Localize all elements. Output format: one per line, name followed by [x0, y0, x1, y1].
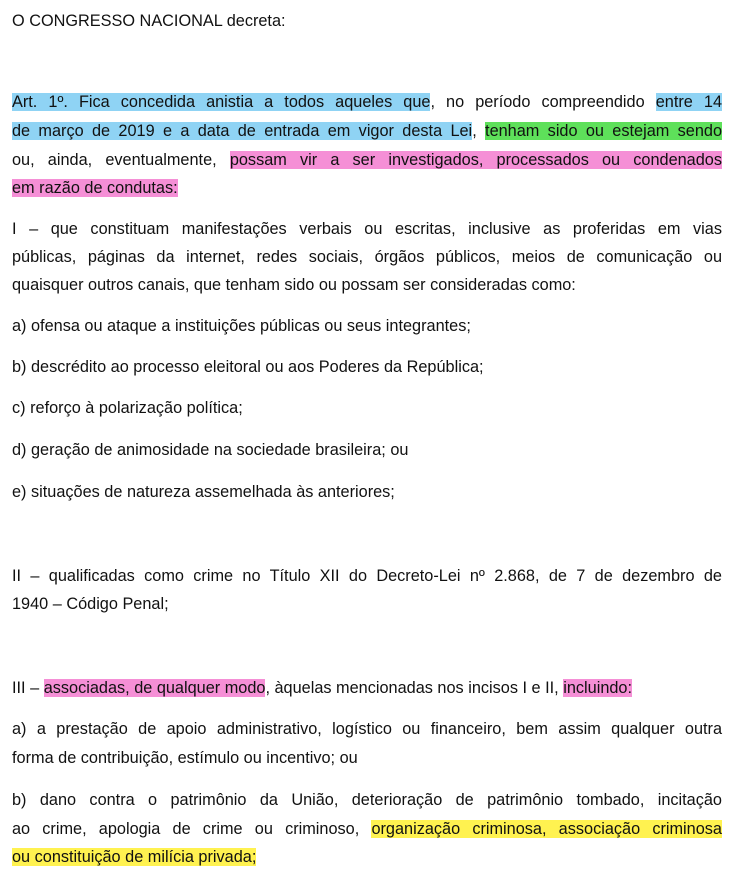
highlight-pink: incluindo: — [563, 679, 633, 697]
inciso1-item-a: a) ofensa ou ataque a instituições públicas ou seus integrantes; — [12, 317, 471, 335]
inciso1-item-c: c) reforço à polarização política; — [12, 399, 243, 417]
highlight-blue: Art. 1º. Fica concedida anistia a todos aqueles que — [12, 93, 431, 111]
highlight-pink: possam vir a ser investigados, processados ou condenados — [229, 151, 722, 169]
inciso2-line-1: II – qualificadas como crime no Título XII do Decreto-Lei nº 2.868, de 7 de dezembro de — [12, 567, 722, 585]
inciso1-item-b: b) descrédito ao processo eleitoral ou aos Poderes da República; — [12, 358, 484, 376]
inciso3-item-b-line-3 — [12, 844, 722, 870]
inciso3-item-a-line-2: forma de contribuição, estímulo ou incentivo; ou — [12, 749, 358, 767]
art1-line-2 — [12, 118, 722, 144]
highlight-pink: em razão de condutas: — [12, 179, 178, 197]
decree-intro — [12, 8, 722, 34]
inciso1-line-2: públicas, páginas da internet, redes sociais, órgãos públicos, meios de comunicação ou — [12, 248, 722, 266]
text-span: ao crime, apologia de crime ou criminoso, — [12, 820, 372, 838]
art1-line-4 — [12, 175, 722, 201]
inciso1-item-d: d) geração de animosidade na sociedade brasileira; ou — [12, 441, 409, 459]
art1-line-3 — [12, 147, 722, 173]
highlight-pink: associadas, de qualquer modo — [43, 679, 266, 697]
inciso1-line-1: I – que constituam manifestações verbais ou escritas, inclusive as proferidas em vias — [12, 220, 722, 238]
highlight-yellow: ou constituição de milícia privada; — [12, 848, 257, 866]
text-span: , — [472, 122, 486, 140]
highlight-green: tenham sido ou estejam sendo — [485, 122, 723, 140]
inciso2-line-2: 1940 – Código Penal; — [12, 595, 169, 613]
inciso3-item-a-line-1: a) a prestação de apoio administrativo, logístico ou financeiro, bem assim qualquer outra — [12, 720, 722, 738]
text-span: III – — [12, 679, 44, 697]
inciso3-item-b-line-2 — [12, 816, 722, 842]
text-span: , àquelas mencionadas nos incisos I e II, — [265, 679, 564, 697]
art1-line-1 — [12, 89, 722, 115]
highlight-blue: de março de 2019 e a data de entrada em vigor desta Lei — [12, 122, 473, 140]
highlight-blue: entre 14 — [655, 93, 722, 111]
text-span: ou, ainda, eventualmente, — [12, 151, 230, 169]
inciso3-line-1 — [12, 675, 722, 701]
text-span: , no período compreendido — [430, 93, 656, 111]
inciso1-line-3: quaisquer outros canais, que tenham sido ou possam ser consideradas como: — [12, 276, 576, 294]
decree-intro-text: O CONGRESSO NACIONAL decreta: — [12, 12, 286, 30]
inciso1-item-e: e) situações de natureza assemelhada às anteriores; — [12, 483, 395, 501]
inciso3-item-b-line-1: b) dano contra o patrimônio da União, deterioração de patrimônio tombado, incitação — [12, 791, 722, 809]
highlight-yellow: organização criminosa, associação criminosa — [371, 820, 722, 838]
